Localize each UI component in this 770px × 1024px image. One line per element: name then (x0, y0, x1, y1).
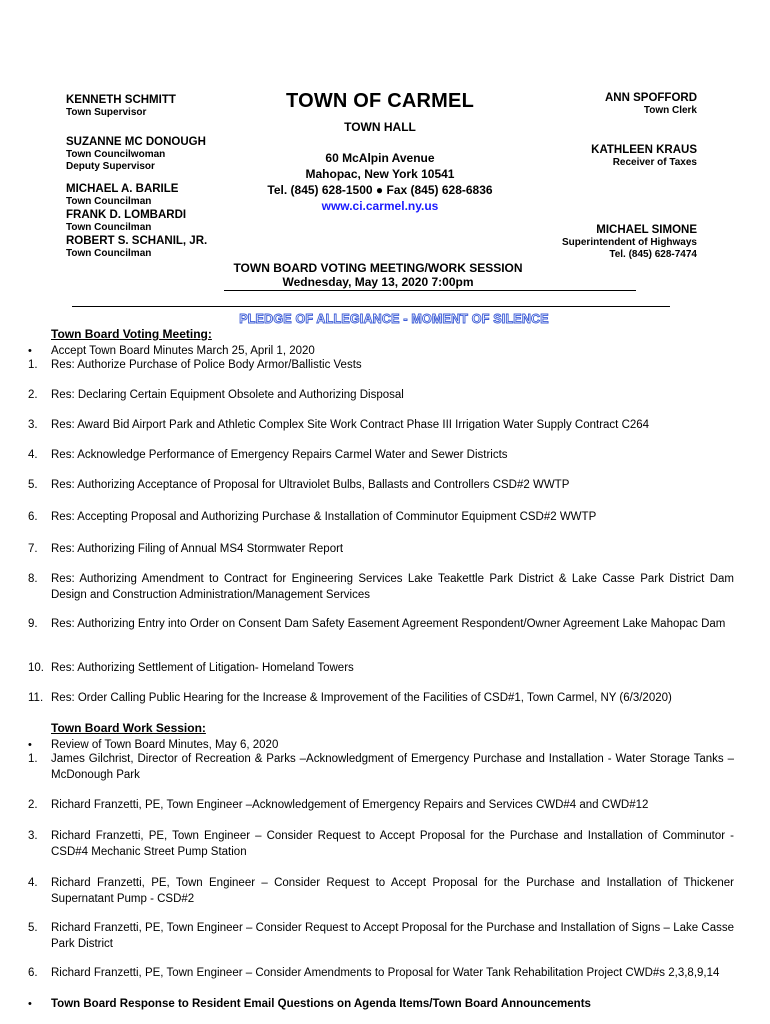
official-highways (562, 224, 697, 261)
item-number: 8. (28, 573, 38, 585)
item-number: 7. (28, 543, 38, 555)
item-number: 3. (28, 419, 38, 431)
voting-item (28, 661, 734, 677)
town-title: TOWN OF CARMEL (286, 90, 474, 112)
item-number: 6. (28, 967, 38, 979)
address-line-1: 60 McAlpin Avenue (325, 151, 435, 165)
item-number: 3. (28, 830, 38, 842)
official-name: KENNETH SCHMITT (66, 94, 176, 106)
phone-fax: Tel. (845) 628-1500 ● Fax (845) 628-6836 (267, 183, 493, 197)
voting-item (28, 572, 734, 603)
official-role: Town Supervisor (66, 107, 147, 118)
voting-item (28, 478, 734, 494)
item-text: Res: Authorize Purchase of Police Body Armor/Ballistic Vests (51, 359, 362, 371)
divider-line (224, 290, 636, 291)
address-line-2: Mahopac, New York 10541 (305, 167, 455, 181)
item-number: 11. (28, 692, 44, 704)
official-role: Town Councilman (66, 222, 152, 233)
item-number: 2. (28, 799, 38, 811)
pledge-heading: PLEDGE OF ALLEGIANCE - MOMENT OF SILENCE (239, 312, 549, 326)
item-number: 5. (28, 922, 38, 934)
official-name: MICHAEL SIMONE (596, 224, 697, 236)
item-number: 4. (28, 449, 38, 461)
official-councilman-lombardi (66, 209, 186, 234)
official-name: ROBERT S. SCHANIL, JR. (66, 235, 208, 247)
official-councilman-barile (66, 183, 178, 208)
official-name: SUZANNE MC DONOUGH (66, 136, 206, 148)
voting-item (28, 358, 734, 374)
item-number: 1. (28, 753, 38, 765)
item-number: 4. (28, 877, 38, 889)
item-bullet: • (28, 739, 32, 751)
voting-item (28, 617, 734, 633)
meeting-date: Wednesday, May 13, 2020 7:00pm (282, 275, 474, 289)
official-role: Superintendent of Highways (561, 237, 697, 248)
work-item (28, 829, 734, 860)
item-text: Res: Authorizing Entry into Order on Consent Dam Safety Easement Agreement Respondent/Owner Agreement Lake Mahopac Dam (51, 618, 726, 630)
item-text: Accept Town Board Minutes March 25, April 1, 2020 (51, 345, 315, 357)
town-hall-label: TOWN HALL (344, 120, 416, 134)
item-text: Res: Authorizing Acceptance of Proposal for Ultraviolet Bulbs, Ballasts and Controllers CSD#2 WWTP (51, 479, 570, 491)
website-link[interactable]: www.ci.carmel.ny.us (321, 199, 439, 213)
official-councilman-schanil (66, 235, 207, 260)
divider-line (72, 306, 670, 307)
item-text: Res: Authorizing Filing of Annual MS4 Stormwater Report (51, 543, 344, 555)
item-text: Res: Acknowledge Performance of Emergency Repairs Carmel Water and Sewer Districts (51, 449, 508, 461)
voting-item (28, 418, 734, 434)
official-town-clerk (605, 92, 697, 117)
item-text: Res: Authorizing Settlement of Litigation- Homeland Towers (51, 662, 354, 674)
voting-item (28, 448, 734, 464)
official-role: Town Councilman (66, 248, 152, 259)
work-item (28, 876, 734, 907)
item-text: Review of Town Board Minutes, May 6, 2020 (51, 739, 279, 751)
voting-item (28, 691, 734, 707)
voting-section-title: Town Board Voting Meeting: (51, 327, 212, 341)
work-item (28, 798, 734, 814)
work-item (28, 966, 734, 982)
official-role: Receiver of Taxes (612, 157, 697, 168)
voting-item (28, 388, 734, 404)
voting-item (28, 510, 734, 526)
item-text: Res: Accepting Proposal and Authorizing Purchase & Installation of Comminutor Equipment CSD#2 WWTP (51, 511, 597, 523)
item-text: Town Board Response to Resident Email Questions on Agenda Items/Town Board Announcements (51, 998, 591, 1010)
official-councilwoman (66, 136, 206, 173)
official-name: ANN SPOFFORD (605, 92, 697, 104)
item-text: James Gilchrist, Director of Recreation & Parks –Acknowledgment of Emergency Purchase and Installation - Water Storage Tanks – McDonough Park (51, 753, 734, 781)
item-number: 6. (28, 511, 38, 523)
work-item (28, 997, 734, 1013)
official-name: FRANK D. LOMBARDI (66, 209, 187, 221)
meeting-heading (160, 261, 596, 289)
item-text: Res: Order Calling Public Hearing for the Increase & Improvement of the Facilities of CSD#1, Town Carmel, NY (6/3/2020) (51, 692, 672, 704)
item-number: 9. (28, 618, 38, 630)
official-role: Town Clerk (643, 105, 697, 116)
official-role: Town Councilman (66, 196, 152, 207)
item-bullet: • (28, 998, 32, 1010)
item-text: Richard Franzetti, PE, Town Engineer – Consider Request to Accept Proposal for the Purchase and Installation of Signs – Lake Casse Park District (51, 922, 734, 950)
item-number: 2. (28, 389, 38, 401)
item-text: Richard Franzetti, PE, Town Engineer – Consider Amendments to Proposal for Water Tank Rehabilitation Project CWD#s 2,3,8,9,14 (51, 967, 720, 979)
item-text: Res: Authorizing Amendment to Contract for Engineering Services Lake Teakettle Park District & Lake Casse Park District Dam Design and Construction Administration/Management Services (51, 573, 734, 601)
work-section-title: Town Board Work Session: (51, 721, 206, 735)
item-text: Res: Award Bid Airport Park and Athletic Complex Site Work Contract Phase III Irrigation Water Supply Contract C264 (51, 419, 650, 431)
work-item (28, 921, 734, 952)
item-text: Res: Declaring Certain Equipment Obsolete and Authorizing Disposal (51, 389, 404, 401)
item-number: 10. (28, 662, 44, 674)
official-receiver-of-taxes (591, 144, 697, 169)
official-supervisor (66, 94, 176, 119)
official-role: Deputy Supervisor (66, 161, 155, 172)
official-role: Town Councilwoman (66, 149, 166, 160)
work-item (28, 752, 734, 783)
official-role: Tel. (845) 628-7474 (609, 249, 697, 260)
item-bullet: • (28, 345, 32, 357)
official-name: KATHLEEN KRAUS (591, 144, 697, 156)
item-number: 5. (28, 479, 38, 491)
letterhead (240, 88, 520, 214)
meeting-title: TOWN BOARD VOTING MEETING/WORK SESSION (233, 261, 523, 275)
item-text: Richard Franzetti, PE, Town Engineer –Acknowledgement of Emergency Repairs and Services CWD#4 and CWD#12 (51, 799, 649, 811)
official-name: MICHAEL A. BARILE (66, 183, 179, 195)
item-number: 1. (28, 359, 38, 371)
item-text: Richard Franzetti, PE, Town Engineer – Consider Request to Accept Proposal for the Purchase and Installation of Thickener Supernatant Pump - CSD#2 (51, 877, 734, 905)
voting-item (28, 542, 734, 558)
item-text: Richard Franzetti, PE, Town Engineer – Consider Request to Accept Proposal for the Purchase and Installation of Comminutor - CSD#4 Mechanic Street Pump Station (51, 830, 734, 858)
